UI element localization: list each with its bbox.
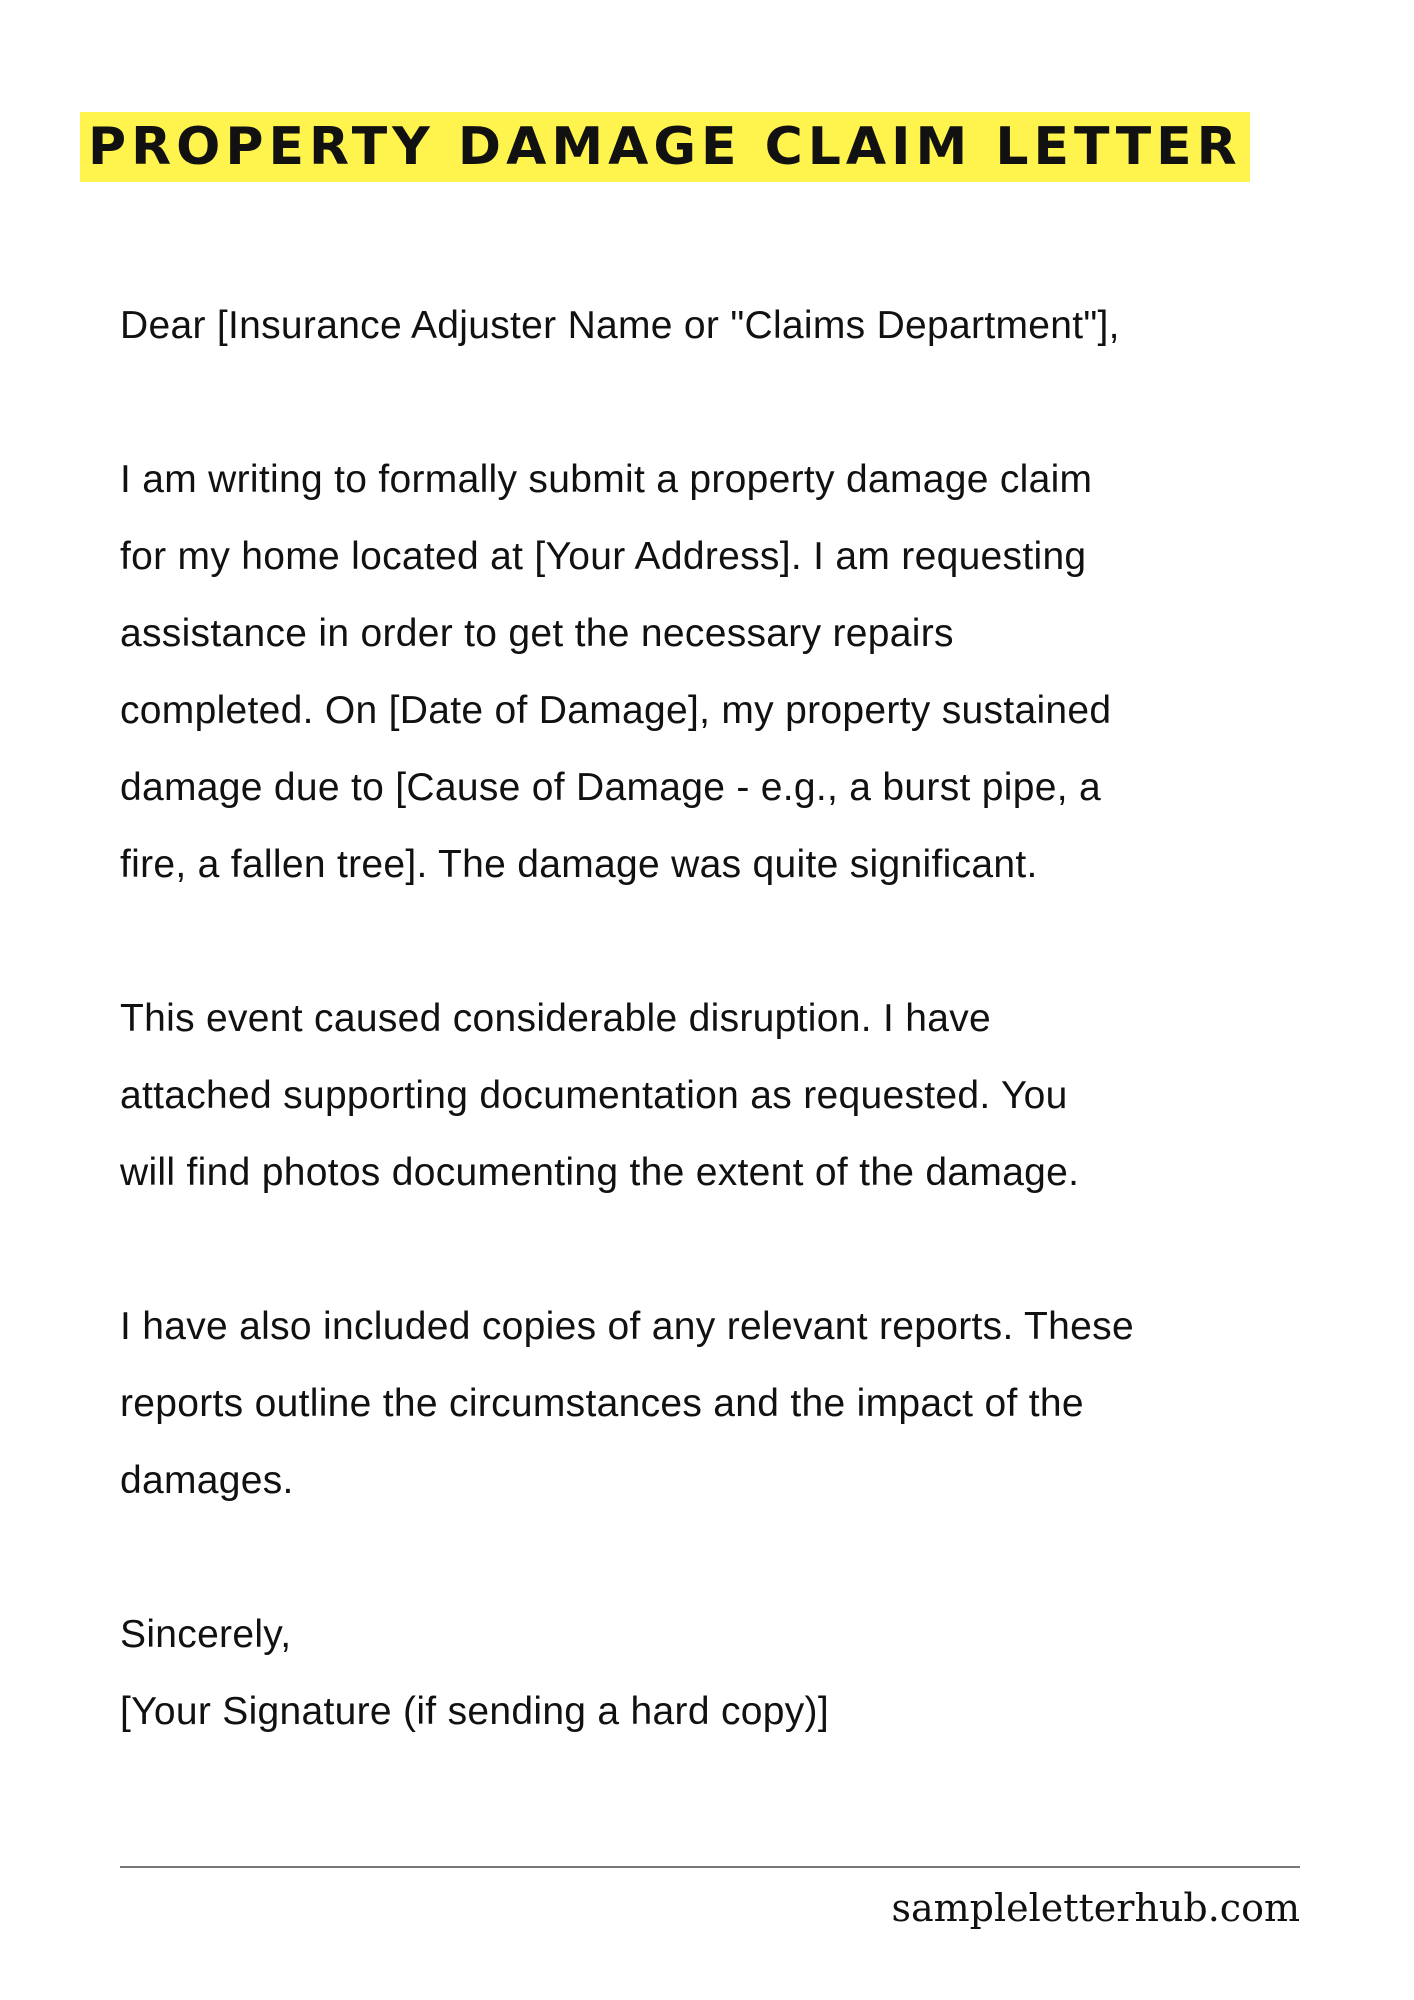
line: damage due to [Cause of Damage - e.g., a burst pipe, a: [120, 766, 1101, 809]
letter-greeting: Dear [Insurance Adjuster Name or "Claims Department"],: [120, 304, 1120, 347]
line: I am writing to formally submit a property damage claim: [120, 458, 1093, 501]
line: for my home located at [Your Address]. I am requesting: [120, 535, 1087, 578]
line: assistance in order to get the necessary repairs: [120, 612, 954, 655]
page-title: PROPERTY DAMAGE CLAIM LETTER: [88, 117, 1242, 177]
line: I have also included copies of any relevant reports. These: [120, 1305, 1134, 1348]
line: will find photos documenting the extent of the damage.: [120, 1151, 1080, 1194]
line: damages.: [120, 1459, 294, 1502]
paragraph-2: [120, 980, 1360, 1211]
line: completed. On [Date of Damage], my property sustained: [120, 689, 1112, 732]
paragraph-1: [120, 441, 1360, 903]
line: reports outline the circumstances and the impact of the: [120, 1382, 1084, 1425]
letter-signature: [Your Signature (if sending a hard copy)]: [120, 1690, 829, 1733]
footer-divider: [120, 1866, 1300, 1868]
title-highlight: [80, 112, 1250, 182]
letter-closing: Sincerely,: [120, 1613, 292, 1656]
line: fire, a fallen tree]. The damage was quite significant.: [120, 843, 1038, 886]
footer-site-name: sampleletterhub.com: [891, 1886, 1300, 1930]
line: attached supporting documentation as requested. You: [120, 1074, 1068, 1117]
line: This event caused considerable disruption. I have: [120, 997, 992, 1040]
paragraph-3: [120, 1288, 1360, 1519]
letter-body: [120, 287, 1360, 1750]
